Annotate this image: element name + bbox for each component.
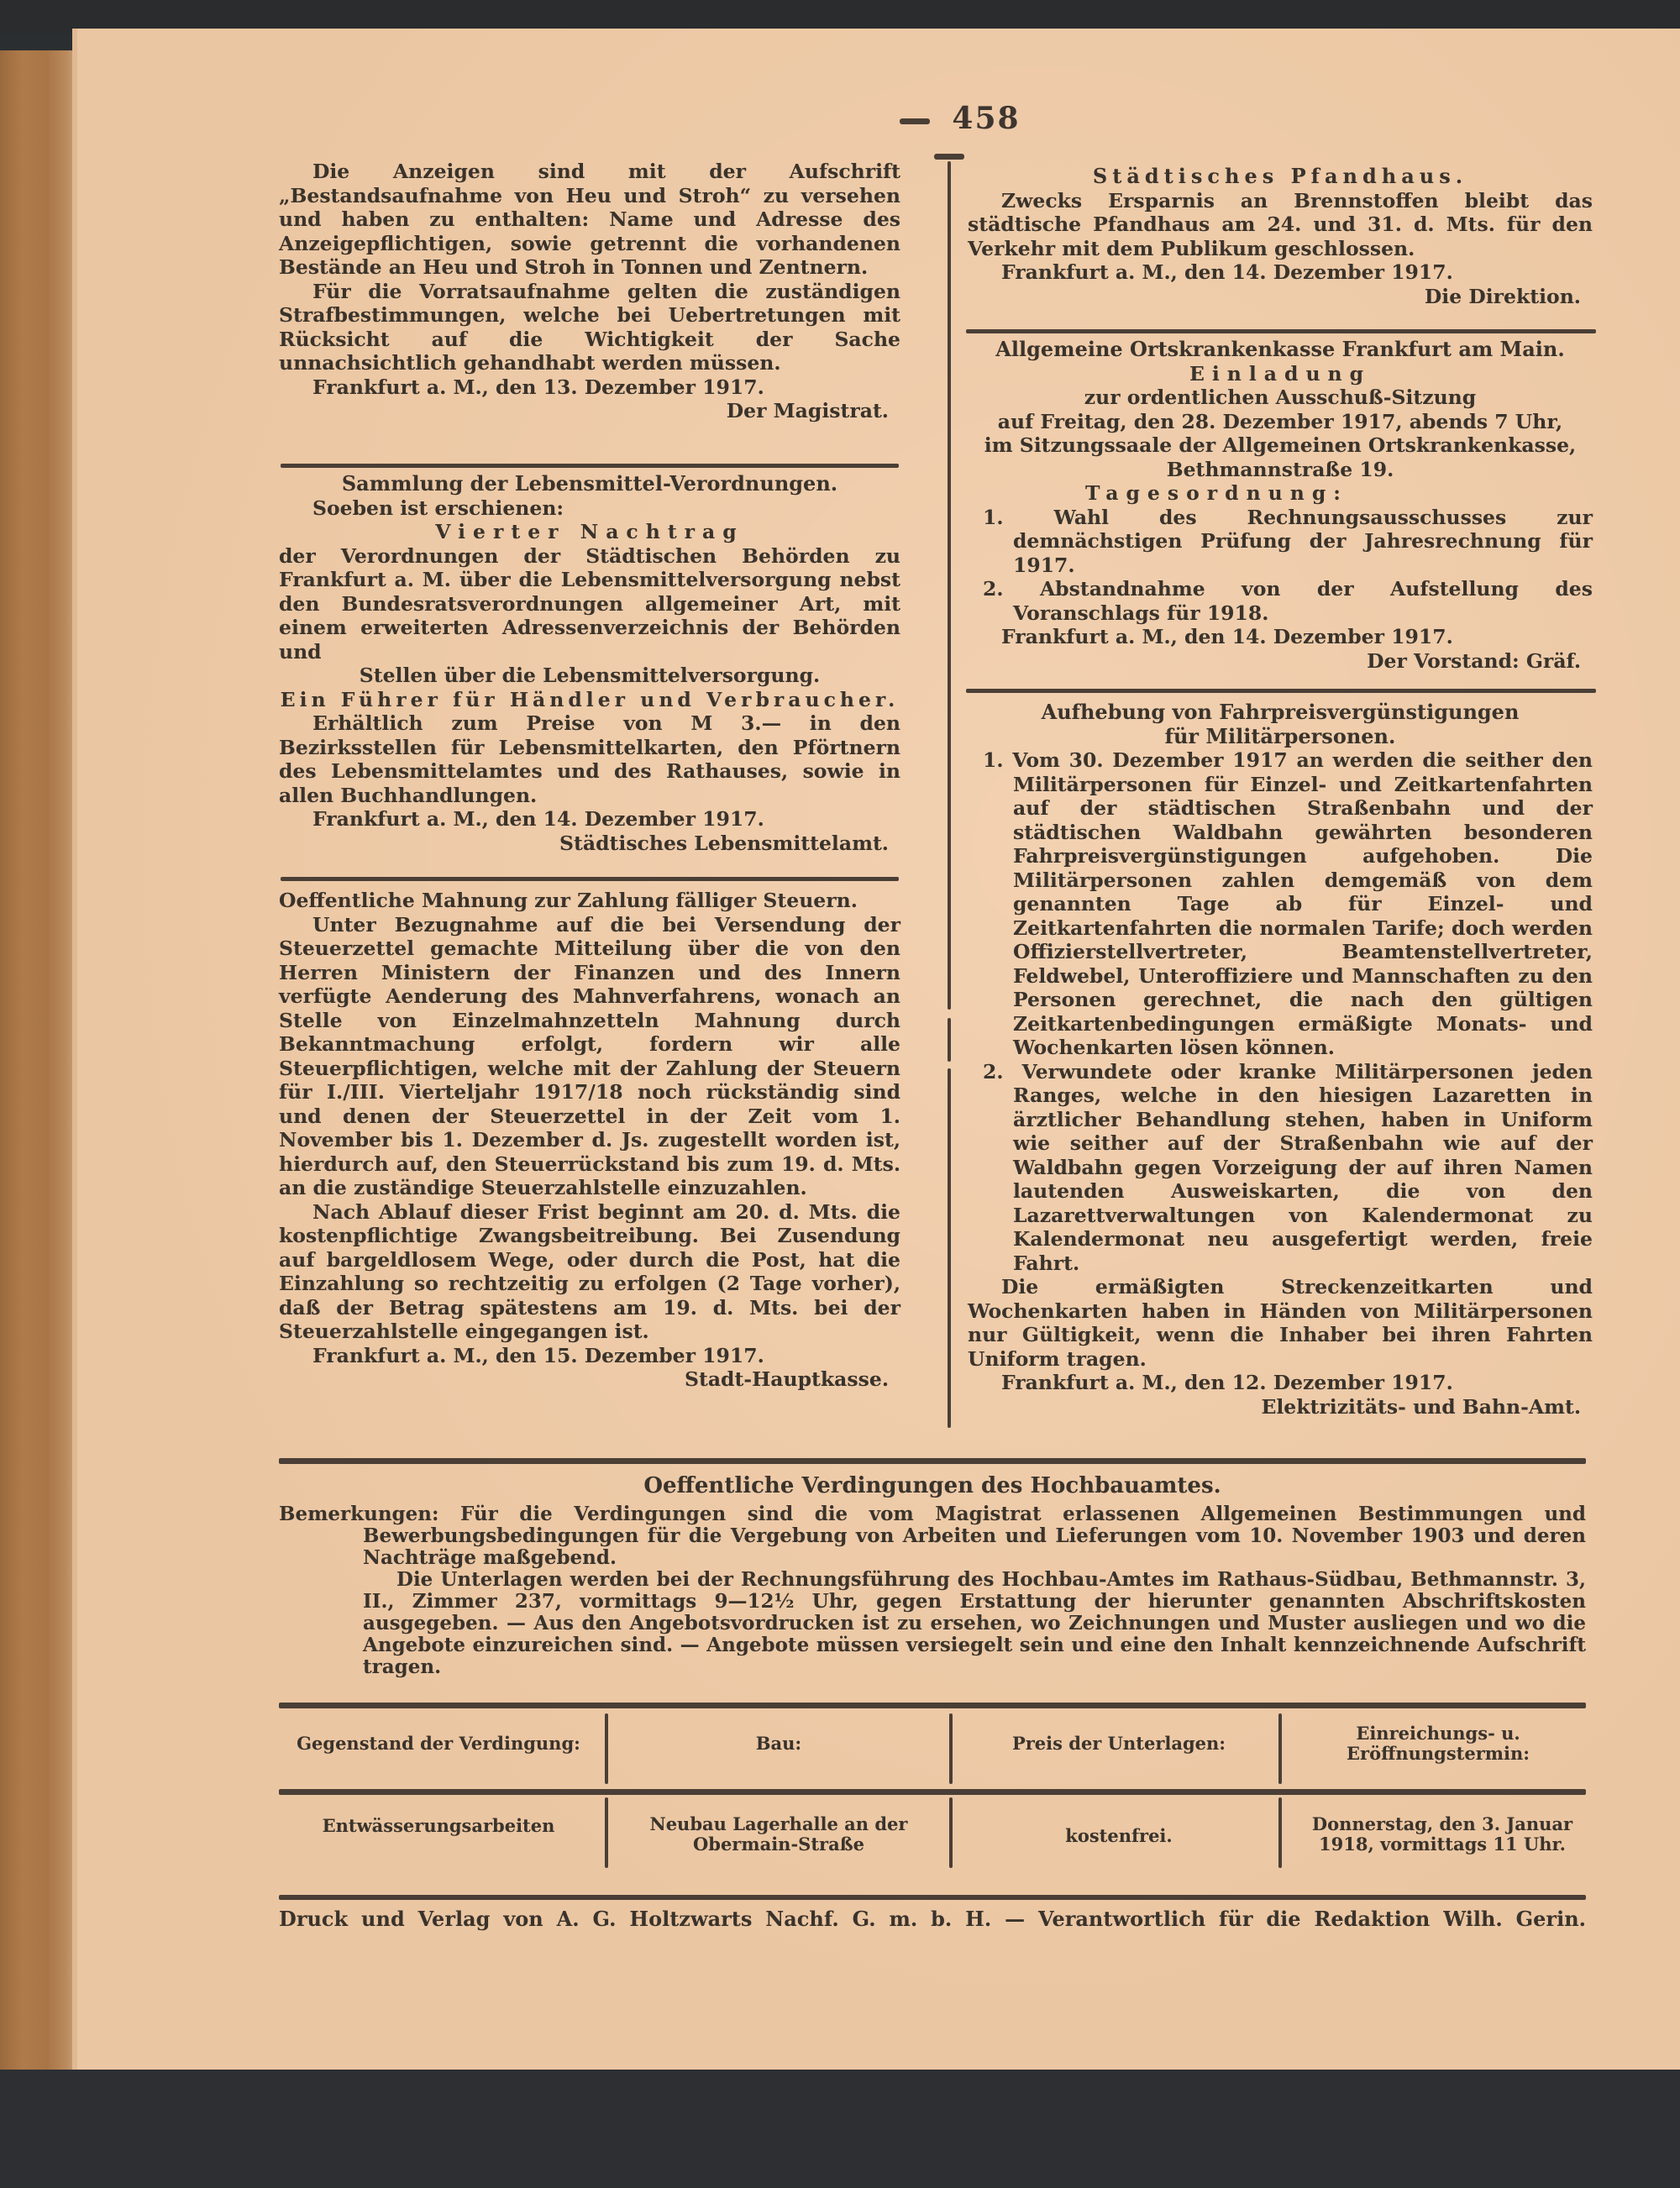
list-item: 2. Verwundete oder kranke Militärpersonen jeden Ranges, welche in den hiesigen Lazaretten in ärztlicher Behandlung stehen, haben in Uniform wie seither auf der Straßenbahn wie auf der Waldbahn gegen Vorzeigung der auf ihren Namen lautenden Ausweiskarten, die von den Lazarettverwaltungen von Kalendermonat zu Kalendermonat neu ausgefertigt werden, freie Fahrt. bbox=[983, 1059, 1593, 1275]
divider bbox=[966, 329, 1596, 333]
list-item: 1. Vom 30. Dezember 1917 an werden die seither den Militärpersonen für Einzel- und Zeitkartenfahrten auf der städtischen Straßenbahn und der städtischen Waldbahn gewährten besonderen Fahrpreisvergünstigungen aufgehoben. Die Militärpersonen zahlen demgemäß von dem genannten Tage ab für Einzel- und Zeitkartenfahrten die normalen Tarife; doch werden Offizierstellvertreter, Beamtenstellvertreter, Feldwebel, Unteroffiziere und Mannschaften zu den Personen gerechnet, die nach den gültigen Zeitkartenbedingungen ermäßigte Monats- und Wochenkarten lösen können. bbox=[983, 748, 1593, 1059]
column-divider bbox=[948, 161, 951, 1010]
dash-left bbox=[900, 118, 930, 124]
table-col-divider bbox=[605, 1713, 608, 1784]
table-header: Gegenstand der Verdingung: bbox=[297, 1733, 580, 1754]
signature: Der Magistrat. bbox=[726, 399, 889, 422]
paragraph: Die ermäßigten Streckenzeitkarten und Wochenkarten haben in Händen von Militärpersonen nur Gültigkeit, wenn die Inhaber bei ihren Fahrten Uniform tragen. bbox=[968, 1275, 1593, 1371]
table-cell: Entwässerungsarbeiten bbox=[322, 1815, 555, 1836]
date-line: Frankfurt a. M., den 12. Dezember 1917. bbox=[1001, 1371, 1453, 1394]
verdingungen-section bbox=[279, 1475, 1586, 1678]
footer-rule bbox=[279, 1895, 1586, 1900]
book-binding-edge bbox=[0, 50, 77, 2091]
paragraph: Unter Bezugnahme auf die bei Versendung der Steuerzettel gemachte Mitteilung über die von den Herren Ministern der Finanzen und des Innern verfügte Aenderung des Mahnverfahrens, wonach an Stelle von Einzelmahnzetteln Mahnung durch Bekanntmachung erfolgt, fordern wir alle Steuerpflichtigen, welche mit der Zahlung der Steuern für I./III. Vierteljahr 1917/18 noch rückständig sind und denen der Steuerzettel in der Zeit vom 1. November bis 1. Dezember d. Js. zugestellt worden ist, hierdurch auf, den Steuerrückstand bis zum 19. d. Mts. an die zuständige Steuerzahlstelle einzuzahlen. bbox=[279, 912, 900, 1199]
remarks bbox=[279, 1503, 1586, 1569]
availability: Erhältlich zum Preise von M 3.— in den Bezirksstellen für Lebensmittelkarten, den Pförtnern des Lebensmittelamtes und des Rathauses, sowie in allen Buchhandlungen. bbox=[279, 711, 900, 807]
signature: Städtisches Lebensmittelamt. bbox=[559, 831, 889, 855]
column-divider bbox=[948, 1068, 951, 1428]
table-col-divider bbox=[1278, 1797, 1282, 1868]
meeting-place: im Sitzungssaale der Allgemeinen Ortskrankenkasse, bbox=[984, 433, 1577, 457]
date-line: Frankfurt a. M., den 14. Dezember 1917. bbox=[1001, 260, 1453, 284]
section-title: Oeffentliche Verdingungen des Hochbauamtes. bbox=[643, 1473, 1221, 1498]
divider bbox=[281, 877, 899, 881]
paragraph: Die Anzeigen sind mit der Aufschrift „Bestandsaufnahme von Heu und Stroh“ zu versehen und haben zu enthalten: Name und Adresse des Anzeigepflichtigen, sowie getrennt die vorhandenen Bestände an Heu und Stroh in Tonnen und Zentnern. bbox=[279, 160, 900, 279]
signature: Stadt-Hauptkasse. bbox=[685, 1367, 889, 1391]
table-col-divider bbox=[1278, 1713, 1282, 1784]
date-line: Frankfurt a. M., den 14. Dezember 1917. bbox=[1001, 625, 1453, 648]
notice-fahrpreis bbox=[968, 700, 1593, 1419]
table-header-rule bbox=[279, 1789, 1586, 1795]
notice-lebensmittel bbox=[279, 472, 900, 855]
paragraph: Zwecks Ersparnis an Brennstoffen bleibt das städtische Pfandhaus am 24. und 31. d. Mts. für den Verkehr mit dem Publikum geschlossen. bbox=[968, 188, 1593, 260]
table-cell: Neubau Lagerhalle an der Obermain-Straße bbox=[649, 1813, 908, 1855]
subtitle: Vierter Nachtrag bbox=[435, 520, 744, 543]
signature: Elektrizitäts- und Bahn-Amt. bbox=[1261, 1394, 1581, 1419]
table-header: Bau: bbox=[755, 1733, 802, 1754]
notice-pfandhaus bbox=[968, 165, 1593, 308]
paragraph-end: Stellen über die Lebensmittelversorgung. bbox=[359, 664, 821, 687]
meeting-address: Bethmannstraße 19. bbox=[1166, 457, 1394, 481]
divider bbox=[966, 689, 1596, 693]
agenda-label: Tagesordnung: bbox=[1085, 481, 1348, 505]
notice-title: Allgemeine Ortskrankenkasse Frankfurt am Main. bbox=[995, 337, 1565, 361]
table-col-divider bbox=[949, 1797, 953, 1868]
agenda-item: 2. Abstandnahme von der Aufstellung des Voranschlags für 1918. bbox=[983, 577, 1593, 625]
date-line: Frankfurt a. M., den 13. Dezember 1917. bbox=[312, 375, 764, 399]
paragraph: der Verordnungen der Städtischen Behörden zu Frankfurt a. M. über die Lebensmittelversorgung nebst den Bundesratsverordnungen allgemeiner Art, mit einem erweiterten Adressenverzeichnis der Behörden und bbox=[279, 543, 900, 664]
notice-ortskrankenkasse bbox=[968, 338, 1593, 673]
date-line: Frankfurt a. M., den 14. Dezember 1917. bbox=[312, 807, 764, 831]
section-divider bbox=[279, 1458, 1586, 1464]
notice-title-line2: für Militärpersonen. bbox=[1164, 723, 1396, 748]
table-header: Einreichungs- u. Eröffnungstermin: bbox=[1347, 1723, 1530, 1764]
scan-bottom-edge bbox=[0, 2070, 1680, 2188]
table-top-rule bbox=[279, 1703, 1586, 1708]
page-number-text: 458 bbox=[952, 101, 1021, 136]
table-cell: kostenfrei. bbox=[1065, 1825, 1173, 1846]
table-cell: Donnerstag, den 3. Januar 1918, vormittags 11 Uhr. bbox=[1311, 1813, 1573, 1855]
subtitle: Einladung bbox=[1189, 361, 1372, 386]
notice-heu-stroh bbox=[279, 160, 900, 423]
notice-title: Oeffentliche Mahnung zur Zahlung fälliger Steuern. bbox=[279, 889, 858, 912]
table-header: Preis der Unterlagen: bbox=[1011, 1733, 1226, 1754]
agenda-item: 1. Wahl des Rechnungsausschusses zur demnächstigen Prüfung der Jahresrechnung für 1917. bbox=[983, 505, 1593, 577]
signature: Der Vorstand: Gräf. bbox=[1367, 648, 1581, 673]
paragraph: Nach Ablauf dieser Frist beginnt am 20. d. Mts. die kostenpflichtige Zwangsbeitreibung. Bei Zusendung auf bargeldlosem Wege, oder durch die Post, hat die Einzahlung so rechtzeitig zu erfolgen (2 Tage vorher), daß der Betrag spätestens am 19. d. Mts. bei der Steuerzahlstelle eingegangen ist. bbox=[279, 1199, 900, 1343]
divider bbox=[281, 464, 899, 468]
tagline: Ein Führer für Händler und Verbraucher. bbox=[280, 687, 900, 711]
paragraph: Für die Vorratsaufnahme gelten die zuständigen Strafbestimmungen, welche bei Uebertretungen mit Rücksicht auf die Wichtigkeit der Sache unnachsichtlich gehandhabt werden müssen. bbox=[279, 279, 900, 375]
meeting-date: auf Freitag, den 28. Dezember 1917, abends 7 Uhr, bbox=[997, 409, 1563, 433]
details-text: Die Unterlagen werden bei der Rechnungsführung des Hochbau-Amtes im Rathaus-Südbau, Bethmannstr. 3, II., Zimmer 237, vormittags 9—12½ Uhr, gegen Erstattung der hierunter genannten Abschriftskosten ausgegeben. — Aus den Angebotsvordrucken ist zu ersehen, wo Zeichnungen und Muster ausliegen und wo die Angebote einzureichen sind. — Angebote müssen versiegelt sein und eine den Inhalt kennzeichnende Aufschrift tragen. bbox=[363, 1568, 1586, 1678]
signature: Die Direktion. bbox=[1424, 284, 1581, 308]
table-col-divider bbox=[949, 1713, 953, 1784]
notice-title: Sammlung der Lebensmittel-Verordnungen. bbox=[341, 471, 838, 496]
remarks-text: Für die Verdingungen sind die vom Magistrat erlassenen Allgemeinen Bestimmungen und Bewerbungsbedingungen für die Vergebung von Arbeiten und Lieferungen vom 10. November 1903 und deren Nachträge maßgebend. bbox=[363, 1503, 1586, 1569]
imprint: Druck und Verlag von A. G. Holtzwarts Nachf. G. m. b. H. — Verantwortlich für die Redaktion Wilh. Gerin. bbox=[279, 1907, 1586, 1931]
notice-steuern bbox=[279, 889, 900, 1392]
notice-title: Aufhebung von Fahrpreisvergünstigungen bbox=[1041, 700, 1520, 724]
table-col-divider bbox=[605, 1797, 608, 1868]
notice-title: Städtisches Pfandhaus. bbox=[1092, 164, 1468, 188]
dash-right bbox=[934, 154, 964, 160]
date-line: Frankfurt a. M., den 15. Dezember 1917. bbox=[312, 1343, 764, 1367]
remarks-label: Bemerkungen: bbox=[279, 1503, 439, 1525]
intro-line: Soeben ist erschienen: bbox=[312, 496, 564, 520]
meeting-line: zur ordentlichen Ausschuß-Sitzung bbox=[1084, 386, 1477, 409]
column-divider bbox=[948, 1018, 951, 1062]
